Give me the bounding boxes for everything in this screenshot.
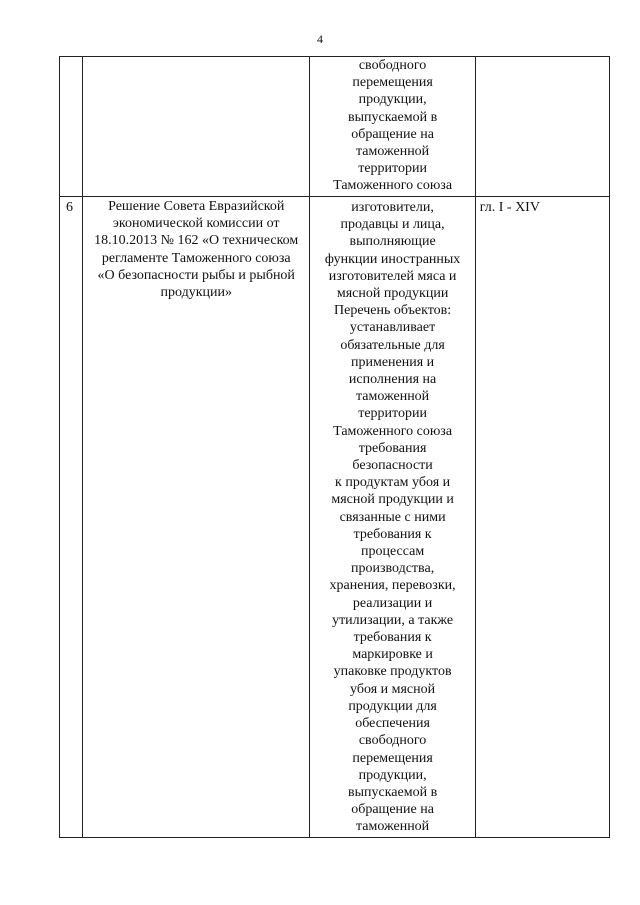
description-line: Перечень объектов: (334, 303, 452, 319)
description-line: продукции, (358, 767, 427, 783)
description-line: продавцы и лица, (340, 217, 445, 233)
description-cell (310, 197, 475, 838)
description-line: Таможенного союза (333, 178, 453, 194)
description-line: реализации и (352, 595, 433, 611)
description-line: свободного (358, 58, 427, 73)
description-line: связанные с ними (339, 509, 446, 525)
document-title-line: «О безопасности рыбы и рыбной (97, 267, 295, 283)
description-line: выпускаемой в (347, 784, 438, 800)
description-line: Таможенного союза (333, 423, 453, 439)
description-line: территории (358, 161, 427, 177)
description-line: мясной продукции и (331, 492, 454, 508)
description-line: исполнения на (348, 372, 437, 388)
description-line: продукции, (358, 92, 427, 108)
description-line: требования к (353, 526, 432, 542)
documents-table (59, 56, 610, 838)
description-line: изготовители, (351, 200, 434, 215)
description-line: таможенной (355, 144, 430, 160)
document-title-cell (83, 57, 310, 197)
document-title-cell (83, 197, 310, 838)
description-line: убоя и мясной (350, 681, 436, 697)
reference-cell (475, 57, 609, 197)
page-number: 4 (317, 32, 323, 46)
description-line: требования к (353, 630, 432, 646)
description-line: безопасности (352, 458, 433, 474)
description-line: маркировке и (352, 647, 433, 663)
row-number-cell: 6 (60, 197, 83, 838)
table-row (60, 57, 610, 197)
description-line: перемещения (352, 750, 433, 766)
reference-cell: гл. I - XIV (475, 197, 609, 838)
document-title-line: продукции» (160, 285, 232, 301)
description-line: территории (358, 406, 427, 422)
description-line: выполняющие (349, 234, 436, 250)
description-line: перемещения (352, 75, 433, 91)
description-line: производства, (350, 561, 435, 577)
description-line: требования (358, 440, 427, 456)
description-line: хранения, перевозки, (329, 578, 456, 594)
description-line: выпускаемой в (347, 109, 438, 125)
description-line: таможенной (355, 819, 430, 835)
description-line: утилизации, а также (332, 612, 454, 628)
description-line: изготовителей мяса и (328, 268, 457, 284)
description-line: устанавливает (349, 320, 436, 336)
description-line: обращение на (351, 802, 434, 818)
description-line: упаковке продуктов (333, 664, 452, 680)
description-line: к продуктам убоя и (335, 475, 451, 491)
description-line: функции иностранных (324, 251, 461, 267)
description-line: обязательные для (340, 337, 445, 353)
description-line: обращение на (351, 126, 434, 142)
document-title-line: регламенте Таможенного союза (101, 250, 291, 266)
row-number-cell (60, 57, 83, 197)
description-line: свободного (358, 733, 427, 749)
description-line: продукции для (348, 698, 437, 714)
document-title-line: 18.10.2013 № 162 «О техническом (94, 233, 299, 249)
description-line: обеспечения (355, 716, 430, 732)
description-line: процессам (360, 544, 425, 560)
description-line: применения и (350, 354, 435, 370)
description-line: таможенной (355, 389, 430, 405)
document-title-line: экономической комиссии от (112, 216, 280, 232)
description-cell (310, 57, 475, 197)
table-row (60, 197, 610, 838)
document-title-line: Решение Совета Евразийской (108, 199, 285, 214)
description-line: мясной продукции (336, 286, 449, 302)
